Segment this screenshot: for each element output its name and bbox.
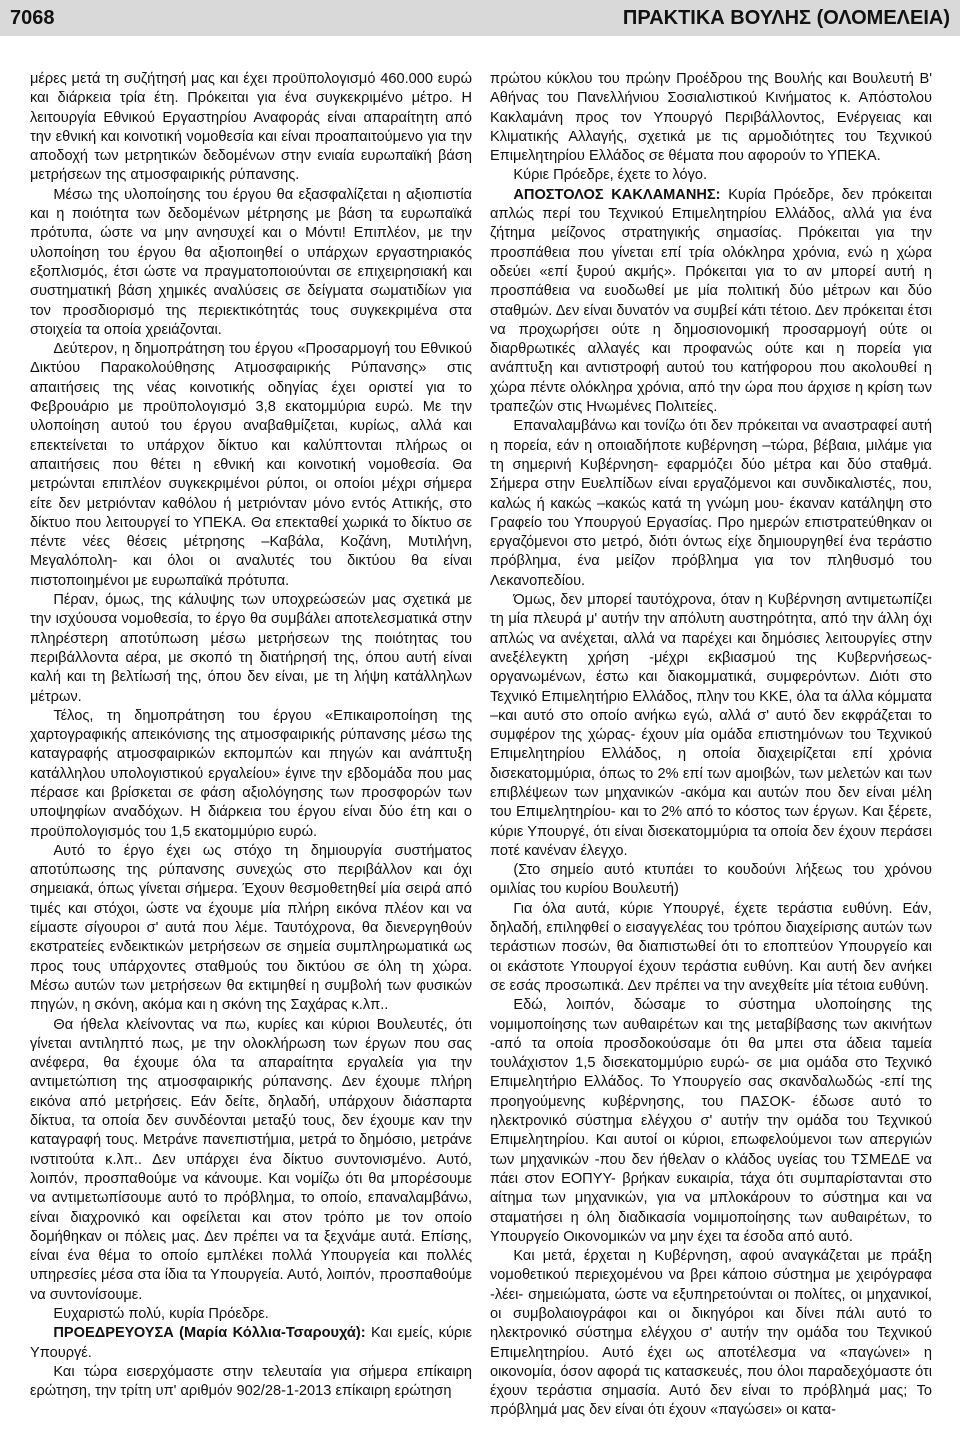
- speaker-name: ΑΠΟΣΤΟΛΟΣ ΚΑΚΛΑΜΑΝΗΣ:: [513, 186, 721, 203]
- paragraph: Δεύτερον, η δημοπράτηση του έργου «Προσαρμογή του Εθνικού Δικτύου Παρακολούθησης Ατμοσφαιρικής Ρύπανσης» στις απαιτήσεις της νέας κοινοτικής οδηγίας έχει οριστεί για το Φεβρουάριο με προϋπολογισμό 3,8 εκατομμύρια ευρώ. Με την υλοποίηση αυτού του έργου αναβαθμίζεται, κυρίως, αλλά και επεκτείνεται το υπάρχον δίκτυο και καλύπτονται πλήρως οι απαιτήσεις που θέτει η εθνική και κοινοτική νομοθεσία. Θα μετρώνται επιπλέον συγκεκριμένοι ρύποι, οι οποίοι μέχρι σήμερα είτε δεν μετριόνταν καθόλου ή μετριόνταν μόνο εντός Αττικής, στο δίκτυο που λειτουργεί το ΥΠΕΚΑ. Θα επεκταθεί χωρικά το δίκτυο σε πέντε νέες θέσεις μέτρησης –Καβάλα, Κοζάνη, Μυτιλήνη, Μεγαλόπολη- και όλοι οι αναλυτές του δικτύου θα είναι πιστοποιημένοι με ευρωπαϊκά πρότυπα.: [30, 341, 472, 589]
- paragraph: Εδώ, λοιπόν, δώσαμε το σύστημα υλοποίησης της νομιμοποίησης των αυθαιρέτων και της μεταβίβασης των ακινήτων -από τα οποία προσδοκούσαμε ότι θα μπει στα άδεια ταμεία τουλάχιστον 1,5 δισεκατομμύριο ευρώ- σε μια ομάδα στο Τεχνικό Επιμελητήριο Ελλάδος. Το Υπουργείο σας σκανδαλωδώς -επί της προηγούμενης κυβέρνησης, του ΠΑΣΟΚ- έδωσε αυτό το ηλεκτρονικό σύστημα ελέγχου σ' αυτήν την ομάδα του Τεχνικού Επιμελητηρίου. Και αυτοί οι κύριοι, επωφελούμενοι των απεργιών των μηχανικών -που δεν ήθελαν ο κλάδος υγείας του ΤΣΜΕΔΕ να πάει στον ΕΟΠΥΥ- βρήκαν ευκαιρία, τάχα ότι συμπαρίστανται στο αίτημα των μηχανικών, για να μπλοκάρουν το σύστημα και να σταματήσει η όλη διαδικασία νομιμοποίησης των αυθαιρέτων, το Υπουργείο Οικονομικών να μην έχει τα έσοδα από αυτό.: [490, 997, 932, 1245]
- paragraph: Και τώρα εισερχόμαστε στην τελευταία για σήμερα επίκαιρη ερώτηση, την τρίτη υπ' αριθμόν 902/28-1-2013 επίκαιρη ερώτηση: [30, 1363, 472, 1400]
- paragraph: (Στο σημείο αυτό κτυπάει το κουδούνι λήξεως του χρόνου ομιλίας του κυρίου Βουλευτή): [490, 862, 932, 898]
- paragraph: Για όλα αυτά, κύριε Υπουργέ, έχετε τεράστια ευθύνη. Εάν, δηλαδή, επιληφθεί ο εισαγγελέας του τρόπου διαχείρισης αυτών των τεράστιων ποσών, θα διαπιστωθεί ότι το εποπτεύον Υπουργείο και οι εκάστοτε Υπουργοί έχουν τεράστια ευθύνη. Και αυτή δεν ανήκει σε εσάς προσωπικά. Δεν πρέπει να την ανεχθείτε μία τέτοια ευθύνη.: [490, 900, 932, 994]
- paragraph: Θα ήθελα κλείνοντας να πω, κυρίες και κύριοι Βουλευτές, ότι γίνεται αντιληπτό πως, με την ολοκλήρωση των έργων που σας ανέφερα, θα έχουμε όλα τα απαραίτητα εργαλεία για την αντιμετώπιση της ατμοσφαιρικής ρύπανσης. Δεν έχουμε πλήρη εικόνα από μετρήσεις. Εάν δείτε, δηλαδή, υπάρχουν διάσπαρτα δίκτυα, τα οποία δεν συνδέονται μεταξύ τους, δεν έχουμε καν την καταγραφή τους. Μετράνε πανεπιστήμια, μετρά το δημόσιο, μετράνε ινστιτούτα κ.λπ.. Δεν υπάρχει ένα δίκτυο συντονισμένο. Αυτό, λοιπόν, προσπαθούμε να κάνουμε. Και νομίζω ότι θα μπορέσουμε να αντιμετωπίσουμε αυτό το πρόβλημα, το οποίο, επαναλαμβάνω, είναι διαχρονικό και οφείλεται και στον τρόπο με τον οποίο δομήθηκαν οι πόλεις μας. Δεν πρέπει να τα ξεχνάμε αυτά. Επίσης, είναι ένα θέμα το οποίο εμπλέκει πολλά Υπουργεία και πολλές υπηρεσίες μέσα στα ίδια τα Υπουργεία. Αυτό, λοιπόν, προσπαθούμε να συντονίσουμε.: [30, 1016, 472, 1303]
- paragraph: Τέλος, τη δημοπράτηση του έργου «Επικαιροποίηση της χαρτογραφικής απεικόνισης της ατμοσφαιρικής ρύπανσης μέσω της καταγραφής ατμοσφαιρικών εκπομπών και πηγών και ανάπτυξη κατάλληλου υπολογιστικού εργαλείου» έγινε την εβδομάδα που μας πέρασε και βρίσκεται σε φάση αξιολόγησης των προσφορών των υποψηφίων αναδόχων. Η διάρκεια του έργου είναι δύο έτη και ο προϋπολογισμός του 1,5 εκατομμύριο ευρώ.: [30, 707, 472, 840]
- page-header: [0, 0, 960, 36]
- left-column: [30, 70, 472, 1430]
- right-column: [490, 70, 932, 1430]
- paragraph: Αυτό το έργο έχει ως στόχο τη δημιουργία συστήματος αποτύπωσης της ρύπανσης συνεχώς στο περιβάλλον και όχι σημειακά, όπως γίνεται σήμερα. Έχουν θεσμοθετηθεί μία σειρά από τιμές και στόχοι, ώστε να έχουμε μία πλήρη εικόνα πλέον και να είμαστε σίγουροι σ' αυτά που λέμε. Ταυτόχρονα, θα διενεργηθούν εκστρατείες ενδεικτικών μετρήσεων σε σημεία συμπληρωματικά ως προς τους υπάρχοντες σταθμούς του δικτύου σε όλη τη χώρα. Μέσω αυτών των μετρήσεων θα εκτιμηθεί η συμβολή των φυσικών πηγών, η σκόνη, ακόμα και η σκόνη της Σαχάρας κ.λπ..: [30, 842, 472, 1014]
- paragraph: Και μετά, έρχεται η Κυβέρνηση, αφού αναγκάζεται με πράξη νομοθετικού περιεχομένου να βρει κάποιο σύστημα με χειρόγραφα -λέει- σημειώματα, ώστε να εξυπηρετούνται οι πολίτες, οι μηχανικοί, οι συμβολαιογράφοι και οι δικηγόροι και δίνει πάλι αυτό το ηλεκτρονικό σύστημα ελέγχου σ' αυτήν την ομάδα του Τεχνικού Επιμελητηρίου. Αυτό έχει ως αποτέλεσμα να «παγώνει» η οικονομία, όσον αφορά τις κατασκευές, που όλοι παραδεχόμαστε ότι έχουν τεράστια σημασία. Αυτό δεν είναι το πρόβλημά μας; Το πρόβλημά μας δεν είναι ότι έχουν «παγώσει» οι κατα-: [490, 1248, 932, 1419]
- paragraph: Κύριε Πρόεδρε, έχετε το λόγο.: [513, 167, 708, 184]
- speaker-name: ΠΡΟΕΔΡΕΥΟΥΣΑ (Μαρία Κόλλια-Τσαρουχά):: [53, 1325, 366, 1342]
- paragraph: Επαναλαμβάνω και τονίζω ότι δεν πρόκειται να αναστραφεί αυτή η πορεία, εάν η οποιαδήποτε κυβέρνηση –τώρα, βέβαια, μιλάμε για τη σημερινή Κυβέρνηση- εφαρμόζει δύο μέτρα και δύο σταθμά. Σήμερα στην Ευελπίδων είναι εργαζόμενοι και συνδικαλιστές, που, καλώς ή κακώς –κακώς κατά τη γνώμη μου- έκαναν κατάληψη στο Γραφείο του Υπουργού Εργασίας. Προ ημερών επιστρατεύθηκαν οι εργαζόμενοι στο μετρό, διότι όντως είχε δημιουργηθεί ένα τεράστιο πρόβλημα, ένα μείζον πρόβλημα για τον πληθυσμό του Λεκανοπεδίου.: [490, 418, 932, 589]
- text-columns: [30, 70, 932, 1430]
- speaker-paragraph: [490, 186, 932, 418]
- speaker-paragraph: [30, 1324, 472, 1363]
- speech-text: Κυρία Πρόεδρε, δεν πρόκειται απλώς περί του Τεχνικού Επιμελητηρίου Ελλάδος, αλλά για ένα ζήτημα μείζονος στρατηγικής σημασίας. Πρόκειται για την προσπάθεια που γίνεται επί τρία ολόκληρα χρόνια, ενώ η χώρα οδεύει «επί ξυρού ακμής». Πρόκειται για το αν μπορεί αυτή η προσπάθεια να ευοδωθεί με μία πολιτική δύο μέτρων και δύο σταθμών. Δεν είναι δυνατόν να συμβεί κάτι τέτοιο. Δεν πρόκειται έτσι να προχωρήσει ούτε η δημοσιονομική προσαρμογή ούτε οι διαρθρωτικές αλλαγές και προφανώς ούτε και η πορεία για ανάπτυξη και αντιστροφή αυτού του κατήφορου που ακολουθεί η χώρα πέντε ολόκληρα χρόνια, από την ώρα που άρχισε η κρίση των τραπεζών στις Ηνωμένες Πολιτείες.: [490, 186, 932, 416]
- page-number: 7068: [10, 6, 55, 29]
- paragraph: Ευχαριστώ πολύ, κυρία Πρόεδρε.: [53, 1306, 269, 1322]
- paragraph: Μέσω της υλοποίησης του έργου θα εξασφαλίζεται η αξιοπιστία και η ποιότητα των δεδομένων μέτρησης με βάση τα ευρωπαϊκά πρότυπα, ώστε να μην ανησυχεί και ο Μόντι! Επιπλέον, με την υλοποίηση του έργου θα αξιοποιηθεί ο υπάρχων εργαστηριακός εξοπλισμός, έτσι ώστε να πραγματοποιούνται σε επιχειρησιακή και συστηματική βάση χημικές αναλύσεις σε δείγματα σωματιδίων για τον προσδιορισμό της περιεκτικότητάς τους συγκεκριμένα στα στοιχεία τα οποία χρειάζονται.: [30, 186, 472, 338]
- paragraph: μέρες μετά τη συζήτησή μας και έχει προϋπολογισμό 460.000 ευρώ και διάρκεια τρία έτη. Πρόκειται για ένα συγκεκριμένο μέτρο. Η λειτουργία Εθνικού Εργαστηρίου Αναφοράς είναι απαραίτητη από την εθνική και κοινοτική νομοθεσία και είναι προαπαιτούμενο για την αποδοχή των μετρητικών δεδομένων στην ενιαία ευρωπαϊκή βάση μετρήσεων της ατμοσφαιρικής ρύπανσης.: [30, 71, 472, 184]
- publication-title: ΠΡΑΚΤΙΚΑ ΒΟΥΛΗΣ (ΟΛΟΜΕΛΕΙΑ): [622, 6, 950, 29]
- paragraph: Όμως, δεν μπορεί ταυτόχρονα, όταν η Κυβέρνηση αντιμετωπίζει τη μία πλευρά μ' αυτήν την απόλυτη αυστηρότητα, από την άλλη όχι απλώς να ανέχεται, αλλά να παρέχει και δημόσιες λειτουργίες στην ανεξέλεγκτη χρήση -μέχρι εκβιασμού της Κυβερνήσεως- οργανωμένων, έστω και διακομματικά, συμφερόντων. Διότι στο Τεχνικό Επιμελητήριο Ελλάδος, πλην του ΚΚΕ, όλα τα άλλα κόμματα –και αυτό στο οποίο ανήκω εγώ, αλλά σ' αυτό δεν εκφράζεται το συμφέρον της χώρας- έχουν μία ομάδα επιστημόνων του Τεχνικού Επιμελητηρίου Ελλάδος, η οποία διαχειρίζεται επί χρόνια δισεκατομμύρια, όπως το 2% επί των αμοιβών, των μελετών και των επιβλέψεων των μηχανικών -ακόμα και αυτών που δεν είναι μέλη του Επιμελητηρίου- και το 2% από το κόστος των έργων. Και ξέρετε, κύριε Υπουργέ, ότι είναι δισεκατομμύρια τα οποία δεν έχουν περάσει ποτέ κανέναν έλεγχο.: [490, 592, 932, 859]
- paragraph: πρώτου κύκλου του πρώην Προέδρου της Βουλής και Βουλευτή Β' Αθήνας του Πανελλήνιου Σοσιαλιστικού Κινήματος κ. Απόστολου Κακλαμάνη προς τον Υπουργό Περιβάλλοντος, Ενέργειας και Κλιματικής Αλλαγής, σχετικά με τις αρμοδιότητες του Τεχνικού Επιμελητηρίου Ελλάδος σε θέματα που αφορούν το ΥΠΕΚΑ.: [490, 71, 932, 165]
- paragraph: Πέραν, όμως, της κάλυψης των υποχρεώσεών μας σχετικά με την ισχύουσα νομοθεσία, το έργο θα συμβάλει αποτελεσματικά στην πληρέστερη αποτύπωση μέσω μετρήσεων της ποιότητας του περιβάλλοντα αέρα, με σκοπό τη διατήρησή της, όπου αυτή είναι καλή και τη βελτίωσή της, όπου δεν είναι, με τη λήψη κατάλληλων μέτρων.: [30, 592, 472, 705]
- speech-text: Και εμείς, κύριε Υπουργέ.: [30, 1325, 472, 1361]
